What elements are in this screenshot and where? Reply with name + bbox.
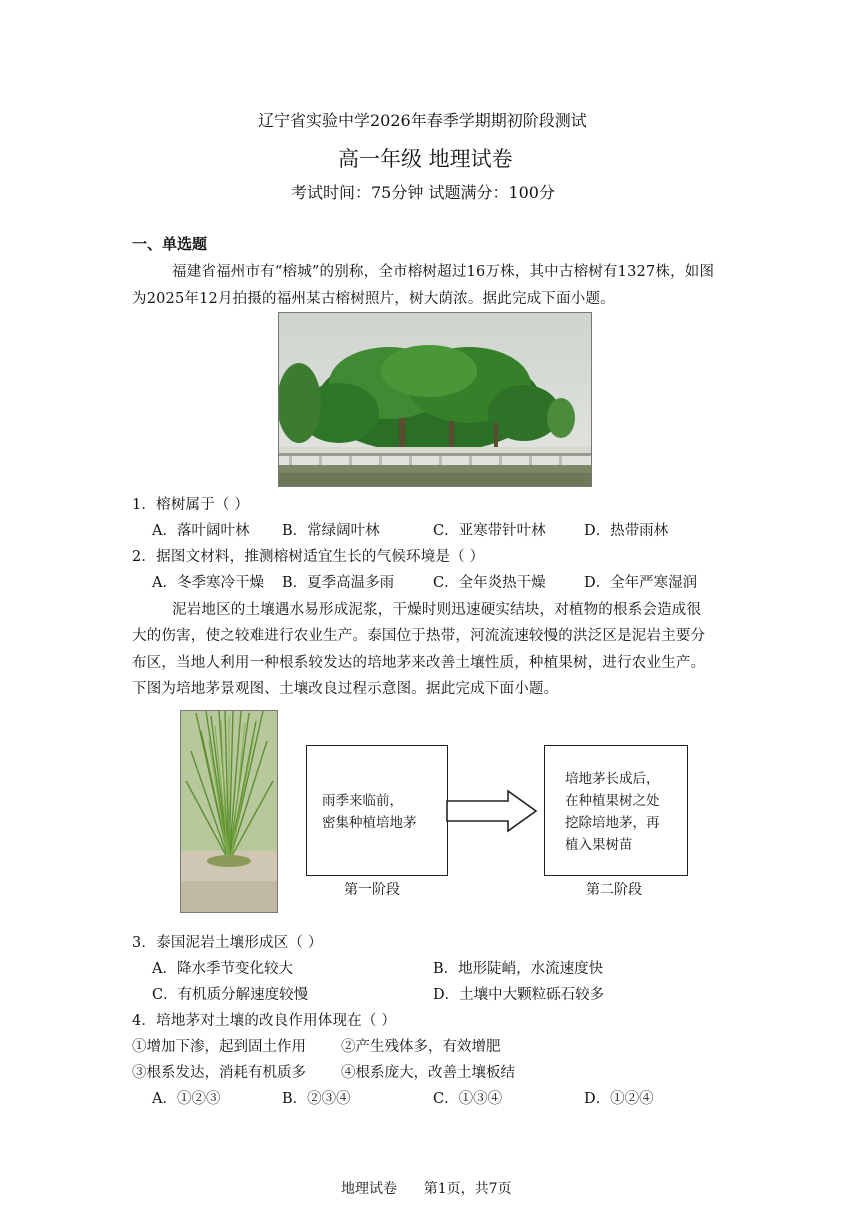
page-footer: 地理试卷 第1页，共7页 [341, 1181, 512, 1197]
stage2-text-line: 植入果树苗 [565, 837, 633, 853]
q2-option-c[interactable]: C．全年炎热干燥 [433, 575, 546, 591]
stage2-text-line: 培地茅长成后， [565, 771, 660, 787]
q4-stem: 4．培地茅对土壤的改良作用体现在（ ） [132, 1013, 397, 1029]
q1-stem: 1．榕树属于（ ） [132, 497, 250, 513]
exam-title: 高一年级 地理试卷 [338, 147, 513, 171]
passage1-line: 福建省福州市有“榕城”的别称，全市榕树超过16万株，其中古榕树有1327株，如图 [172, 264, 715, 280]
exam-info: 考试时间：75分钟 试题满分：100分 [291, 183, 555, 202]
stage1-text-line: 密集种植培地茅 [322, 815, 417, 831]
passage1-line: 为2025年12月拍摄的福州某古榕树照片，树大荫浓。据此完成下面小题。 [132, 291, 615, 307]
q3-option-b[interactable]: B．地形陡峭，水流速度快 [433, 961, 604, 977]
q4-option-a[interactable]: A．①②③ [152, 1091, 221, 1107]
q2-option-b[interactable]: B．夏季高温多雨 [282, 575, 395, 591]
passage2-line: 大的伤害，使之较难进行农业生产。泰国位于热带，河流流速较慢的洪泛区是泥岩主要分 [132, 628, 706, 644]
vetiver-grass-photo [180, 710, 278, 913]
school-title: 辽宁省实验中学2026年春季学期期初阶段测试 [258, 111, 587, 130]
q3-stem: 3．泰国泥岩土壤形成区（ ） [132, 935, 323, 951]
q3-option-d[interactable]: D．土壤中大颗粒砾石较多 [433, 987, 605, 1003]
stage2-text-line: 在种植果树之处 [565, 793, 660, 809]
q4-option-d[interactable]: D．①②④ [584, 1091, 654, 1107]
q1-option-b[interactable]: B．常绿阔叶林 [282, 523, 380, 539]
q4-item: ④根系庞大，改善土壤板结 [341, 1065, 515, 1081]
passage2-line: 下图为培地茅景观图、土壤改良过程示意图。据此完成下面小题。 [132, 681, 559, 697]
stage1-text-line: 雨季来临前， [322, 793, 403, 809]
banyan-tree-illustration [279, 313, 591, 486]
q1-option-d[interactable]: D．热带雨林 [584, 523, 669, 539]
q1-option-a[interactable]: A．落叶阔叶林 [152, 523, 250, 539]
q1-option-c[interactable]: C．亚寒带针叶林 [433, 523, 546, 539]
passage2-line: 泥岩地区的土壤遇水易形成泥浆，干燥时则迅速硬实结块，对植物的根系会造成很 [172, 602, 702, 618]
q3-option-a[interactable]: A．降水季节变化较大 [152, 961, 293, 977]
q3-option-c[interactable]: C．有机质分解速度较慢 [152, 987, 309, 1003]
q2-stem: 2．据图文材料，推测榕树适宜生长的气候环境是（ ） [132, 549, 485, 565]
vetiver-grass-illustration [181, 711, 277, 912]
q2-option-a[interactable]: A．冬季寒冷干燥 [152, 575, 264, 591]
q4-item: ①增加下渗，起到固土作用 [132, 1039, 306, 1055]
q2-option-d[interactable]: D．全年严寒湿润 [584, 575, 698, 591]
banyan-tree-photo [278, 312, 592, 487]
stage2-label: 第二阶段 [586, 882, 642, 898]
section-heading: 一、单选题 [132, 235, 208, 253]
process-arrow-icon [446, 789, 538, 833]
q4-option-c[interactable]: C．①③④ [433, 1091, 503, 1107]
passage2-line: 布区，当地人利用一种根系较发达的培地茅来改善土壤性质，种植果树，进行农业生产。 [132, 655, 706, 671]
stage1-label: 第一阶段 [344, 882, 400, 898]
q4-item: ③根系发达，消耗有机质多 [132, 1065, 306, 1081]
q4-option-b[interactable]: B．②③④ [282, 1091, 351, 1107]
q4-item: ②产生残体多，有效增肥 [341, 1039, 501, 1055]
stage2-text-line: 挖除培地茅，再 [565, 815, 660, 831]
